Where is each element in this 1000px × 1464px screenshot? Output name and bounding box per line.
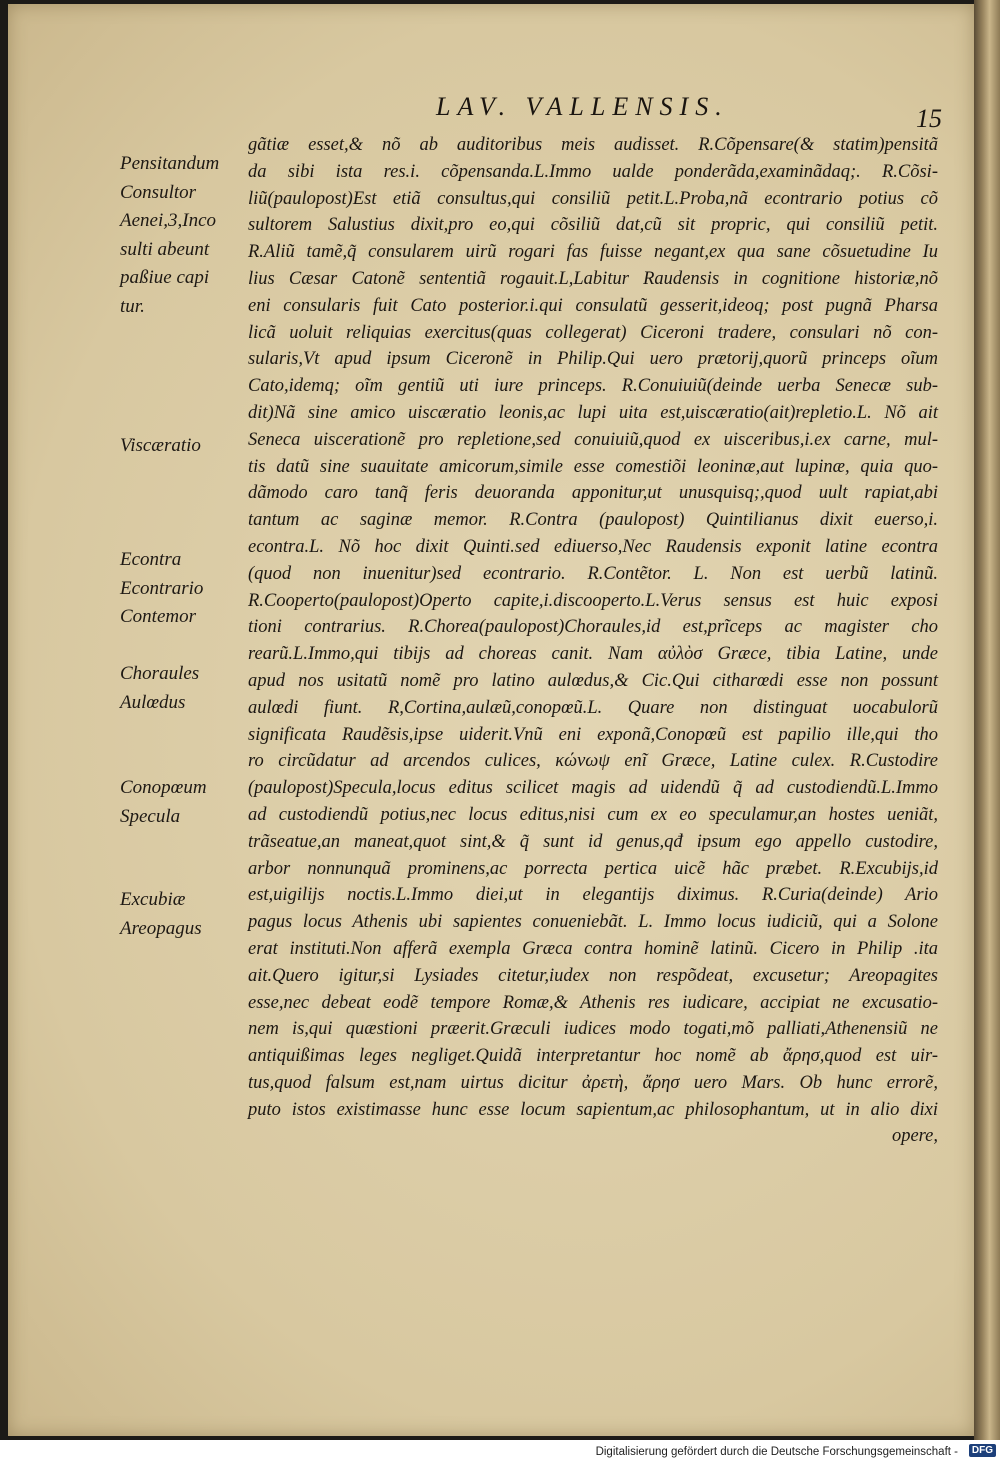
- text-line: aulœdi fiunt. R,Cortina,aulæũ,conopœũ.L. Quare non distinguat uocabulorũ: [248, 697, 938, 718]
- text-line: Cato,idemq; oĩm gentiũ uti iure princeps. R.Conuiuiũ(deinde uerba Senecæ sub-: [248, 376, 938, 397]
- text-line: eni consularis fuit Cato posterior.i.qui consulatũ gesserit,ideoq; post pugnã Pharsa: [248, 295, 938, 316]
- text-line: sularis,Vt apud ipsum Ciceronẽ in Philip.Qui uero prætorij,quorũ princeps oĩum: [248, 349, 938, 370]
- main-text: [248, 132, 938, 1150]
- text-line: est,uigilijs noctis.L.Immo diei,ut in elegantijs diximus. R.Curia(deinde) Ario: [248, 885, 938, 906]
- text-line: erat instituti.Non afferã exempla Græca contra hominẽ latinũ. Cicero in Philip .ita: [248, 938, 938, 959]
- text-line: Seneca uiscerationẽ pro repletione,sed conuiuiũ,quod ex uisceribus,i.ex carne, mul-: [248, 429, 938, 450]
- margin-note: Aenei,3,Inco: [120, 210, 217, 231]
- text-line: nem is,qui quæstioni præerit.Græculi iudices modo togati,mõ palliati,Athenensiũ ne: [248, 1019, 938, 1040]
- margin-note: tur.: [120, 295, 145, 317]
- text-line: dãmodo caro tanq̃ feris deuoranda apponitur,ut unusquisq;,quod uult rapiat,abi: [248, 483, 938, 504]
- text-line: lius Cæsar Catonẽ sententiã rogauit.L,Labitur Raudensis in cognitione historiæ,nõ: [248, 268, 938, 289]
- margin-note: Aulœdus: [120, 691, 186, 713]
- margin-note: Consultor: [120, 181, 197, 203]
- text-line: (quod non inuenitur)sed econtrario. R.Contẽtor. L. Non est uerbũ latinũ.: [248, 563, 938, 584]
- running-head: LAV. VALLENSIS.: [436, 92, 729, 121]
- margin-note: Pensitandum: [120, 153, 220, 174]
- text-line: significata Raudẽsis,ipse uiderit.Vnũ eni exponã,Conopœũ est papilio ille,qui tho: [248, 724, 938, 745]
- margin-note-group: [120, 886, 250, 943]
- text-line: puto istos existimasse hunc esse locum sapientum,ac philosophantum, ut in alio dixi: [248, 1099, 938, 1120]
- text-line: gãtiæ esset,& nõ ab auditoribus meis audisset. R.Cõpensare(& statim)pensitã: [248, 135, 938, 155]
- page-number: 15: [916, 104, 942, 133]
- margin-note: paßiue capi: [120, 267, 210, 288]
- text-line: pagus locus Athenis ubi sapientes conueniebãt. L. Immo locus iudiciũ, qui a Solone: [248, 912, 938, 933]
- margin-note: Conopœum: [120, 777, 207, 798]
- margin-note: Choraules: [120, 663, 200, 684]
- text-line: tantum ac saginæ memor. R.Contra (paulopost) Quintilianus dixit euerso,i.: [248, 510, 938, 531]
- dfg-logo-icon: DFG: [969, 1444, 996, 1457]
- margin-note-group: [120, 150, 250, 321]
- margin-note: Econtra: [120, 549, 182, 570]
- margin-note-group: [120, 546, 250, 632]
- margin-note: Areopagus: [120, 917, 202, 939]
- margin-note: Excubiæ: [120, 889, 186, 910]
- text-line: ad custodiendũ potius,nec locus editus,nisi cum ex eo speculamur,an hostes ueniãt,: [248, 804, 938, 825]
- margin-note: Econtrario: [120, 577, 204, 599]
- text-line: econtra.L. Nõ hoc dixit Quinti.sed ediuerso,Nec Raudensis exponit latine econtra: [248, 536, 938, 557]
- margin-note-group: [120, 432, 250, 461]
- text-line: trãseatue,an maneat,quot sint,& q̃ sunt id genus,qđ ipsum ego appello custodire,: [248, 831, 938, 852]
- text-line: tis datũ sine suauitate amicorum,simile esse comestiõi leoninæ,aut lupinæ, quia quo-: [248, 456, 938, 477]
- text-line: R.Aliũ tamẽ,q̃ consularem uirũ rogari fas fuisse negant,ex qua sane cõsuetudine Iu: [248, 242, 938, 263]
- text-line: licã uoluit reliquias exercitus(quas collegerat) Ciceroni tradere, consulari nõ con-: [248, 322, 938, 343]
- text-line: tus,quod falsum est,nam uirtus dicitur ἀρετὴ, ἄρησ uero Mars. Ob hunc errorẽ,: [248, 1072, 938, 1093]
- text-line: ro circũdatur ad arcendos culices, κώνωψ enĩ Græce, Latine culex. R.Custodire: [248, 751, 938, 772]
- page-edge: [974, 0, 1000, 1440]
- digitization-footer: [0, 1440, 1000, 1464]
- book-page: [8, 4, 974, 1436]
- text-line: R.Cooperto(paulopost)Operto capite,i.discooperto.L.Verus sensus est huic exposi: [248, 590, 938, 611]
- margin-note-group: [120, 660, 250, 717]
- text-line: (paulopost)Specula,locus editus scilicet magis ad uidendũ q̃ ad custodiendũ.L.Immo: [248, 778, 938, 799]
- margin-note: sulti abeunt: [120, 238, 210, 260]
- text-line: esse,nec debeat eodẽ tempore Romæ,& Athenis res iudicare, accipiat ne excusatio-: [248, 992, 938, 1013]
- text-line: rearũ.L.Immo,qui tibijs ad choreas canit. Nam αὐλὸσ Græce, tibia Latine, unde: [248, 644, 938, 665]
- catchword: opere,: [891, 1126, 938, 1147]
- margin-note: Contemor: [120, 606, 196, 627]
- text-line: ait.Quero igitur,si Lysiades citetur,iudex non respõdeat, excusetur; Areopagites: [248, 965, 938, 986]
- text-line: tioni contrarius. R.Chorea(paulopost)Choraules,id est,prĩceps ac magister cho: [248, 617, 938, 638]
- margin-note-group: [120, 774, 250, 831]
- text-line: dit)Nã sine amico uiscæratio leonis,ac lupi uita est,uiscæratio(ait)repletio.L. Nõ ait: [248, 402, 938, 423]
- text-line: sultorem Salustius dixit,pro eo,qui cõsiliũ dat,cũ sit propric, qui consiliũ petit.: [248, 215, 938, 236]
- footer-credit: Digitalisierung gefördert durch die Deutsche Forschungsgemeinschaft -: [595, 1446, 958, 1458]
- text-line: antiquißimas leges negliget.Quidã interpretantur hoc nomẽ ab ἄρησ,quod est uir-: [248, 1046, 938, 1067]
- text-line: liũ(paulopost)Est etiã consultus,qui consiliũ petit.L.Proba,nã econtrario potius cõ: [248, 188, 938, 209]
- margin-note: Specula: [120, 805, 181, 827]
- text-line: da sibi ista res.i. cõpensanda.L.Immo ualde ponderãda,examinãdaq;. R.Cõsi-: [248, 161, 938, 182]
- text-line: arbor nonnunquã prominens,ac porrecta pertica uicẽ hãc præbet. R.Excubijs,id: [248, 858, 938, 879]
- margin-note: Viscæratio: [120, 435, 201, 456]
- text-line: apud nos usitatũ nomẽ pro latino aulœdus,& Cic.Qui citharœdi esse non possunt: [248, 670, 938, 691]
